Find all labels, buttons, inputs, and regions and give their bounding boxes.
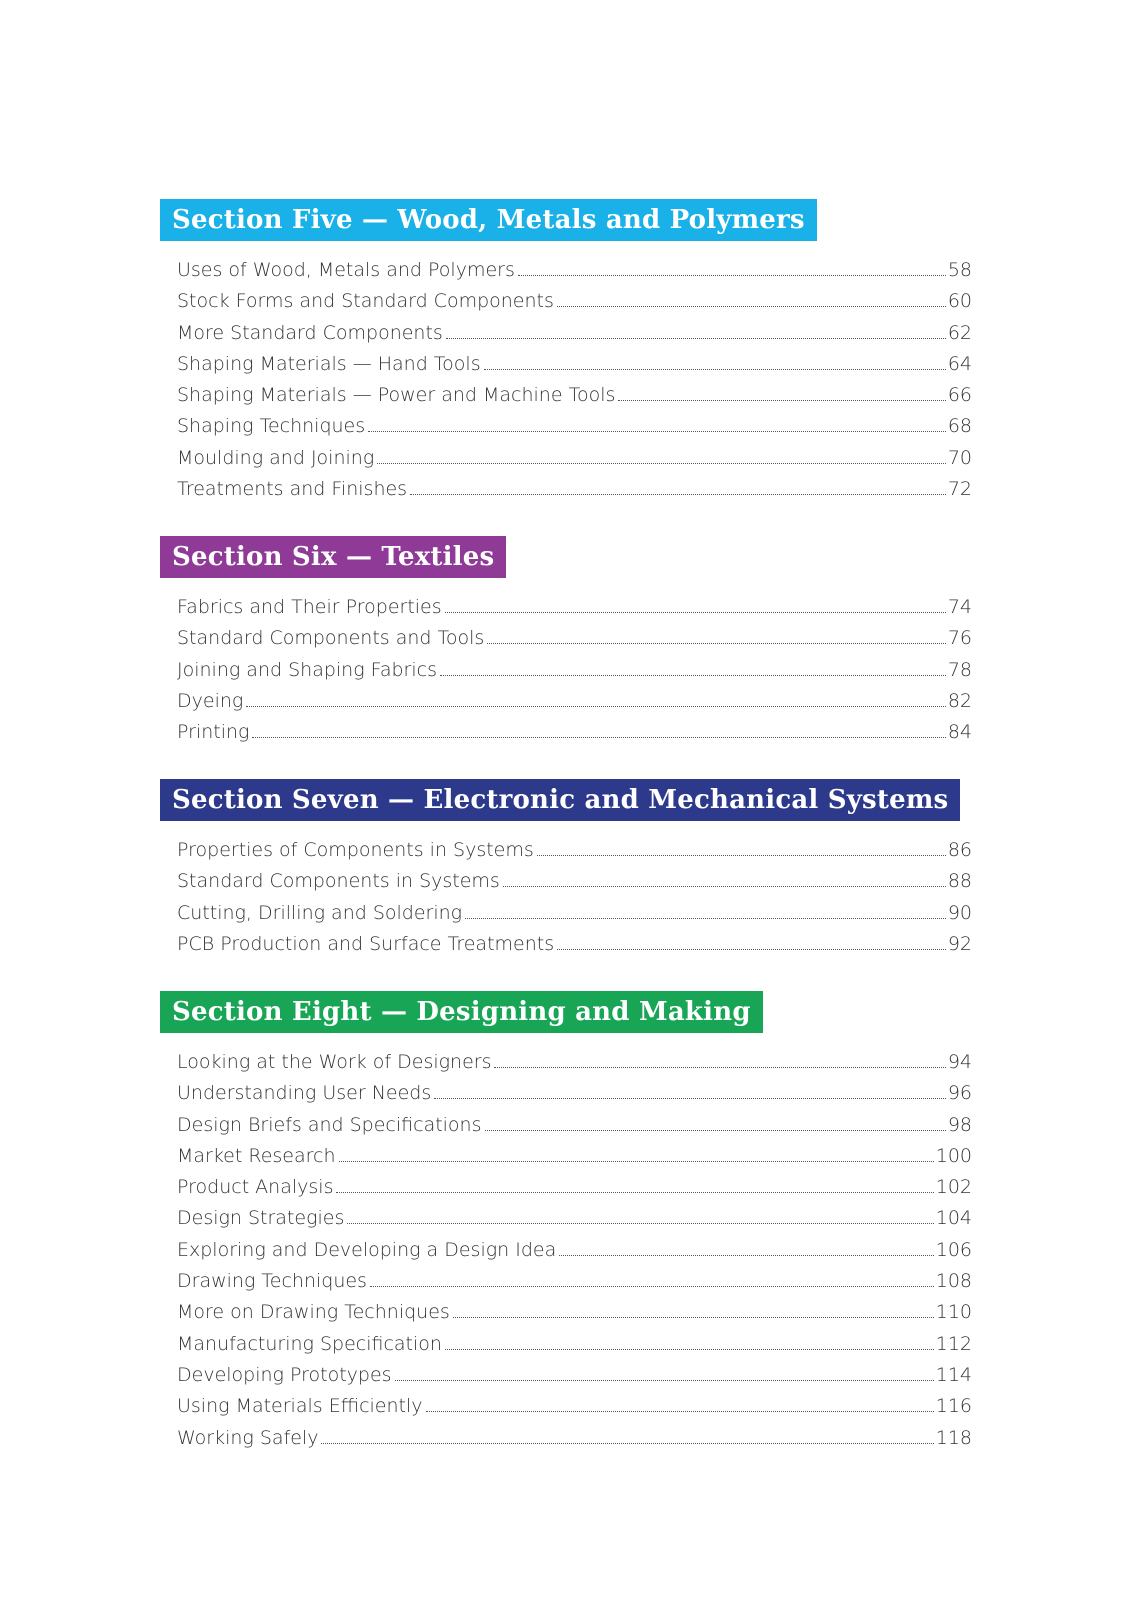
- toc-entry[interactable]: [177, 1051, 972, 1082]
- section-entries: [160, 839, 972, 964]
- section-entries: [160, 596, 972, 752]
- entry-title: Standard Components and Tools: [177, 627, 485, 650]
- entry-title: Developing Prototypes: [177, 1363, 392, 1386]
- toc-entry[interactable]: [177, 1239, 972, 1270]
- entry-title: Design Briefs and Specifications: [177, 1113, 482, 1136]
- entry-title: Uses of Wood, Metals and Polymers: [177, 259, 515, 281]
- section-entries: [160, 259, 972, 509]
- entry-title: Product Analysis: [177, 1176, 334, 1199]
- toc-entry[interactable]: [177, 1207, 972, 1238]
- entry-title: Standard Components in Systems: [177, 870, 500, 893]
- dot-leader: [434, 1097, 946, 1099]
- entry-page: 60: [947, 290, 972, 313]
- dot-leader: [246, 705, 946, 707]
- entry-title: Joining and Shaping Fabrics: [177, 658, 437, 681]
- toc-entry[interactable]: [177, 1364, 972, 1395]
- entry-page: 116: [935, 1395, 972, 1418]
- entry-page: 118: [935, 1426, 972, 1449]
- entry-title: Design Strategies: [177, 1207, 345, 1230]
- dot-leader: [445, 611, 946, 613]
- dot-leader: [445, 1348, 934, 1350]
- entry-page: 106: [935, 1238, 972, 1261]
- dot-leader: [446, 337, 946, 339]
- entry-page: 76: [947, 627, 972, 650]
- toc-entry[interactable]: [177, 384, 972, 415]
- toc-entry[interactable]: [177, 690, 972, 721]
- dot-leader: [537, 854, 946, 856]
- section-header: Section Five — Wood, Metals and Polymers: [160, 199, 817, 241]
- entry-title: Cutting, Drilling and Soldering: [177, 901, 463, 924]
- toc-entry[interactable]: [177, 596, 972, 627]
- entry-page: 104: [935, 1207, 972, 1230]
- entry-title: Shaping Techniques: [177, 415, 366, 438]
- toc-entry[interactable]: [177, 839, 972, 870]
- toc-entry[interactable]: [177, 478, 972, 509]
- entry-title: Using Materials Efficiently: [177, 1395, 423, 1418]
- entry-page: 72: [947, 478, 972, 501]
- entry-title: Properties of Components in Systems: [177, 839, 534, 861]
- entry-title: Shaping Materials — Power and Machine Tools: [177, 384, 616, 407]
- toc-entry[interactable]: [177, 933, 972, 964]
- dot-leader: [618, 399, 945, 401]
- toc-entry[interactable]: [177, 902, 972, 933]
- entry-page: 66: [947, 384, 972, 407]
- toc-entry[interactable]: [177, 1301, 972, 1332]
- entry-title: Market Research: [177, 1144, 336, 1167]
- toc-entry[interactable]: [177, 259, 972, 290]
- toc-entry[interactable]: [177, 353, 972, 384]
- entry-page: 58: [947, 259, 972, 281]
- entry-page: 102: [935, 1176, 972, 1199]
- entry-page: 90: [947, 901, 972, 924]
- entry-title: Treatments and Finishes: [177, 478, 408, 501]
- section-five: [160, 199, 972, 509]
- toc-entry[interactable]: [177, 627, 972, 658]
- entry-page: 86: [947, 839, 972, 861]
- dot-leader: [518, 274, 946, 276]
- toc-entry[interactable]: [177, 415, 972, 446]
- section-header: Section Seven — Electronic and Mechanical Systems: [160, 779, 960, 821]
- entry-page: 114: [935, 1363, 972, 1386]
- entry-title: More Standard Components: [177, 321, 443, 344]
- section-seven: [160, 779, 972, 964]
- entry-page: 68: [947, 415, 972, 438]
- dot-leader: [557, 948, 946, 950]
- toc-entry[interactable]: [177, 1333, 972, 1364]
- entry-page: 112: [935, 1332, 972, 1355]
- dot-leader: [321, 1442, 933, 1444]
- entry-page: 96: [947, 1082, 972, 1105]
- dot-leader: [440, 674, 946, 676]
- dot-leader: [410, 493, 946, 495]
- dot-leader: [368, 430, 946, 432]
- entry-page: 70: [947, 446, 972, 469]
- entry-title: Understanding User Needs: [177, 1082, 432, 1105]
- section-six: [160, 536, 972, 752]
- dot-leader: [487, 642, 946, 644]
- entry-page: 62: [947, 321, 972, 344]
- entry-page: 84: [947, 721, 972, 744]
- toc-entry[interactable]: [177, 1176, 972, 1207]
- dot-leader: [336, 1191, 933, 1193]
- toc-entry[interactable]: [177, 1427, 972, 1458]
- toc-entry[interactable]: [177, 1395, 972, 1426]
- dot-leader: [395, 1379, 934, 1381]
- entry-title: PCB Production and Surface Treatments: [177, 932, 555, 955]
- dot-leader: [465, 917, 946, 919]
- entry-page: 82: [947, 689, 972, 712]
- entry-title: Manufacturing Specification: [177, 1332, 442, 1355]
- entry-title: Shaping Materials — Hand Tools: [177, 352, 481, 375]
- entry-title: Moulding and Joining: [177, 446, 375, 469]
- dot-leader: [339, 1160, 934, 1162]
- toc-entry[interactable]: [177, 290, 972, 321]
- dot-leader: [484, 368, 946, 370]
- toc-entry[interactable]: [177, 1114, 972, 1145]
- section-header: Section Eight — Designing and Making: [160, 991, 763, 1033]
- dot-leader: [453, 1316, 934, 1318]
- toc-entry[interactable]: [177, 870, 972, 901]
- dot-leader: [485, 1129, 946, 1131]
- entry-title: More on Drawing Techniques: [177, 1301, 450, 1324]
- section-entries: [160, 1051, 972, 1458]
- entry-title: Working Safely: [177, 1426, 319, 1449]
- dot-leader: [557, 305, 946, 307]
- entry-title: Stock Forms and Standard Components: [177, 290, 554, 313]
- section-header: Section Six — Textiles: [160, 536, 506, 578]
- dot-leader: [377, 462, 946, 464]
- toc-entry[interactable]: [177, 721, 972, 752]
- dot-leader: [370, 1285, 934, 1287]
- section-eight: [160, 991, 972, 1458]
- entry-title: Drawing Techniques: [177, 1270, 367, 1293]
- entry-title: Dyeing: [177, 689, 244, 712]
- toc-entry[interactable]: [177, 322, 972, 353]
- toc-entry[interactable]: [177, 659, 972, 690]
- entry-title: Fabrics and Their Properties: [177, 596, 442, 618]
- toc-entry[interactable]: [177, 1082, 972, 1113]
- entry-page: 74: [947, 596, 972, 618]
- entry-page: 94: [947, 1051, 972, 1073]
- dot-leader: [494, 1066, 945, 1068]
- entry-page: 110: [935, 1301, 972, 1324]
- entry-page: 108: [935, 1270, 972, 1293]
- dot-leader: [503, 885, 946, 887]
- entry-title: Exploring and Developing a Design Idea: [177, 1238, 557, 1261]
- toc-entry[interactable]: [177, 1145, 972, 1176]
- entry-page: 98: [947, 1113, 972, 1136]
- entry-page: 88: [947, 870, 972, 893]
- entry-title: Printing: [177, 721, 250, 744]
- toc-entry[interactable]: [177, 1270, 972, 1301]
- entry-page: 100: [935, 1144, 972, 1167]
- entry-page: 64: [947, 352, 972, 375]
- dot-leader: [559, 1254, 934, 1256]
- toc-entry[interactable]: [177, 447, 972, 478]
- dot-leader: [347, 1222, 933, 1224]
- dot-leader: [252, 736, 945, 738]
- dot-leader: [426, 1410, 934, 1412]
- entry-page: 78: [947, 658, 972, 681]
- entry-page: 92: [947, 932, 972, 955]
- entry-title: Looking at the Work of Designers: [177, 1051, 492, 1073]
